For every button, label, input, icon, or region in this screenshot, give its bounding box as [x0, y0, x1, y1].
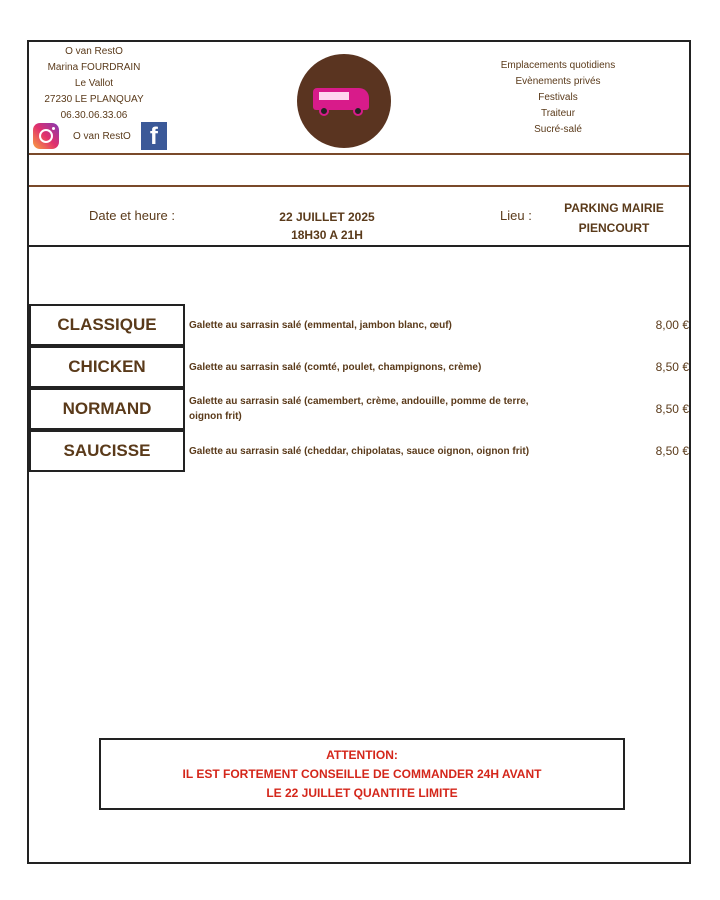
- service-item: Sucré-salé: [534, 124, 582, 135]
- truck-icon: [309, 84, 379, 118]
- menu-item-description: Galette au sarrasin salé (camembert, crème, andouille, pomme de terre, oignon frit): [189, 396, 529, 422]
- instagram-icon[interactable]: [33, 123, 59, 149]
- menu-item: [29, 430, 691, 472]
- menu-item-name: SAUCISSE: [29, 430, 185, 472]
- menu-item: [29, 346, 691, 388]
- order-notice: [99, 738, 625, 810]
- notice-line-1: IL EST FORTEMENT CONSEILLE DE COMMANDER 24H AVANT: [182, 767, 542, 781]
- place-label: Lieu :: [500, 208, 532, 223]
- street-address: Le Vallot: [74, 78, 114, 89]
- business-name: O van RestO: [65, 46, 123, 57]
- social-handle: O van RestO: [73, 130, 131, 142]
- menu-item-price: 8,50 €: [655, 360, 689, 374]
- notice-line-2: LE 22 JUILLET QUANTITE LIMITE: [266, 786, 458, 800]
- menu-item-description: Galette au sarrasin salé (cheddar, chipolatas, sauce oignon, oignon frit): [189, 445, 530, 457]
- menu-item-description: Galette au sarrasin salé (emmental, jambon blanc, œuf): [189, 319, 452, 331]
- menu-item-price: 8,00 €: [655, 318, 689, 332]
- menu-item: [29, 304, 691, 346]
- contact-block: [29, 44, 159, 124]
- event-divider-bottom: [29, 245, 689, 247]
- phone-number: 06.30.06.33.06: [60, 110, 128, 121]
- city-address: 27230 LE PLANQUAY: [44, 94, 144, 105]
- services-list: [473, 58, 643, 138]
- event-date-day: 22 JUILLET 2025: [279, 210, 375, 224]
- header-divider: [29, 153, 689, 155]
- event-time: 18H30 A 21H: [291, 228, 363, 242]
- menu-item: [29, 388, 691, 430]
- menu-item-name: NORMAND: [29, 388, 185, 430]
- service-item: Traiteur: [540, 108, 576, 119]
- date-label: Date et heure :: [89, 208, 175, 223]
- menu-sheet: [27, 40, 691, 864]
- menu-item-price: 8,50 €: [655, 402, 689, 416]
- menu-item-name: CLASSIQUE: [29, 304, 185, 346]
- event-place: [549, 198, 679, 238]
- place-line-2: PIENCOURT: [578, 221, 650, 235]
- notice-title: ATTENTION:: [326, 748, 398, 762]
- menu-item-description: Galette au sarrasin salé (comté, poulet, champignons, crème): [189, 361, 482, 373]
- place-line-1: PARKING MAIRIE: [564, 201, 664, 215]
- menu-item-name: CHICKEN: [29, 346, 185, 388]
- service-item: Festivals: [538, 92, 578, 103]
- food-truck-logo: [297, 54, 391, 148]
- social-links: [33, 122, 167, 150]
- service-item: Evènements privés: [515, 76, 601, 87]
- event-divider-top: [29, 185, 689, 187]
- service-item: Emplacements quotidiens: [500, 60, 616, 71]
- event-date: [257, 208, 397, 244]
- menu-item-price: 8,50 €: [655, 444, 689, 458]
- owner-name: Marina FOURDRAIN: [47, 62, 141, 73]
- facebook-icon[interactable]: f: [141, 122, 167, 150]
